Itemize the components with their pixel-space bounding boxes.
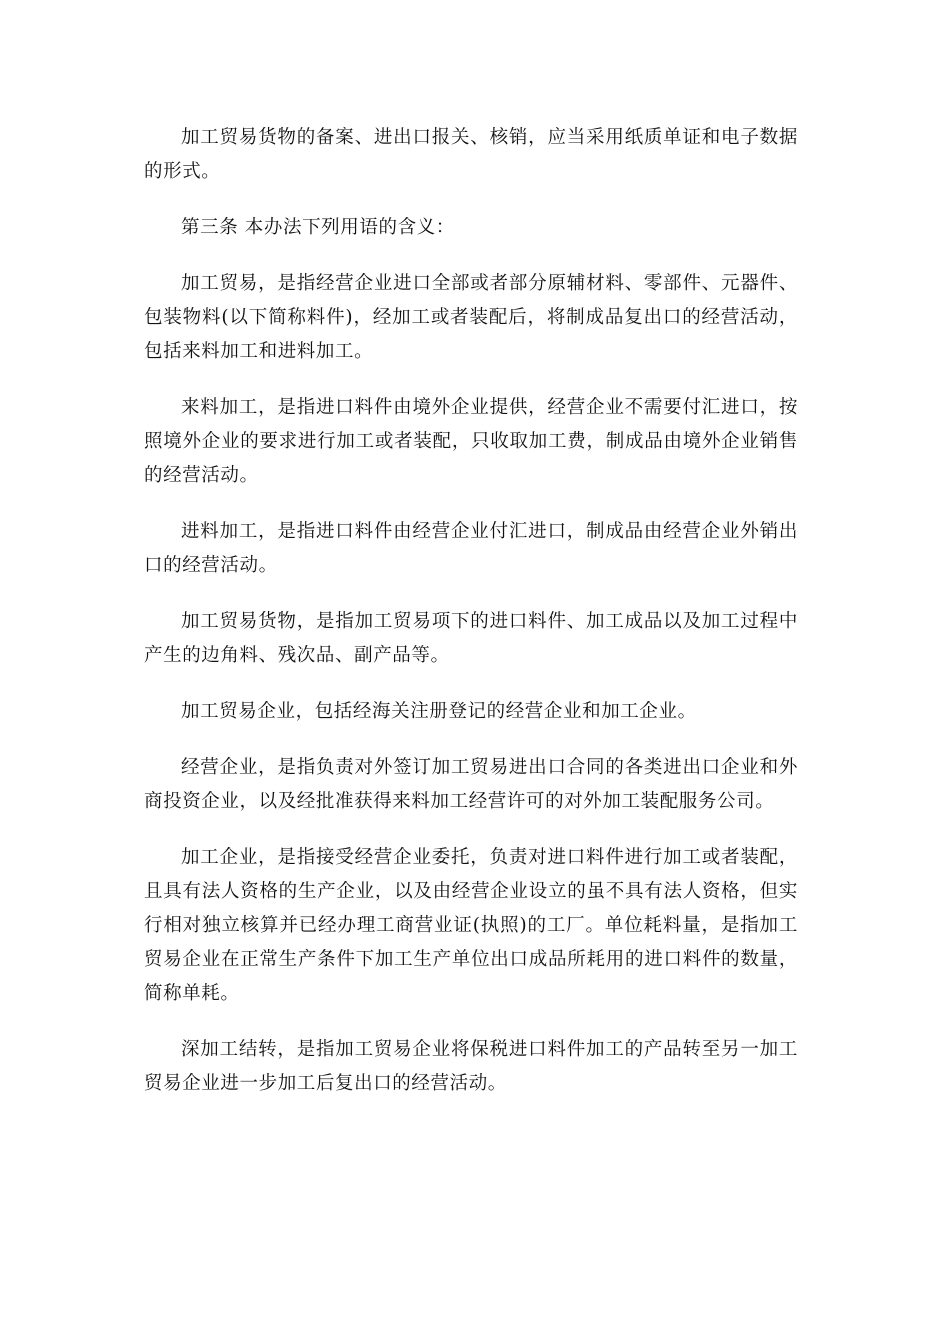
paragraph-operating-enterprises: 经营企业，是指负责对外签订加工贸易进出口合同的各类进出口企业和外商投资企业，以及经批准获得来料加工经营许可的对外加工装配服务公司。: [144, 757, 798, 812]
paragraph-processing-trade-enterprises: 加工贸易企业，包括经海关注册登记的经营企业和加工企业。: [181, 701, 697, 722]
paragraph-article-three-heading: 第三条 本办法下列用语的含义：: [181, 217, 455, 238]
paragraph-processing-trade-goods: 加工贸易货物，是指加工贸易项下的进口料件、加工成品以及加工过程中产生的边角料、残次品、副产品等。: [144, 611, 798, 666]
paragraph-processing-enterprises: 加工企业，是指接受经营企业委托，负责对进口料件进行加工或者装配，且具有法人资格的生产企业，以及由经营企业设立的虽不具有法人资格，但实行相对独立核算并已经办理工商营业证(执照)的工厂。单位耗料量，是指加工贸易企业在正常生产条件下加工生产单位出口成品所耗用的进口料件的数量，简称单耗。: [144, 847, 798, 1004]
paragraph-processing-trade-definition: 加工贸易，是指经营企业进口全部或者部分原辅材料、零部件、元器件、包装物料(以下简称料件)，经加工或者装配后，将制成品复出口的经营活动，包括来料加工和进料加工。: [144, 273, 798, 362]
paragraph-imported-materials-processing: 进料加工，是指进口料件由经营企业付汇进口，制成品由经营企业外销出口的经营活动。: [144, 521, 798, 576]
paragraph-deep-processing-transfer: 深加工结转，是指加工贸易企业将保税进口料件加工的产品转至另一加工贸易企业进一步加工后复出口的经营活动。: [144, 1039, 798, 1094]
document-body: [144, 121, 798, 1101]
paragraph-supplied-materials-processing: 来料加工，是指进口料件由境外企业提供，经营企业不需要付汇进口，按照境外企业的要求进行加工或者装配，只收取加工费，制成品由境外企业销售的经营活动。: [144, 397, 798, 486]
paragraph-filing-forms: 加工贸易货物的备案、进出口报关、核销，应当采用纸质单证和电子数据的形式。: [144, 127, 798, 182]
